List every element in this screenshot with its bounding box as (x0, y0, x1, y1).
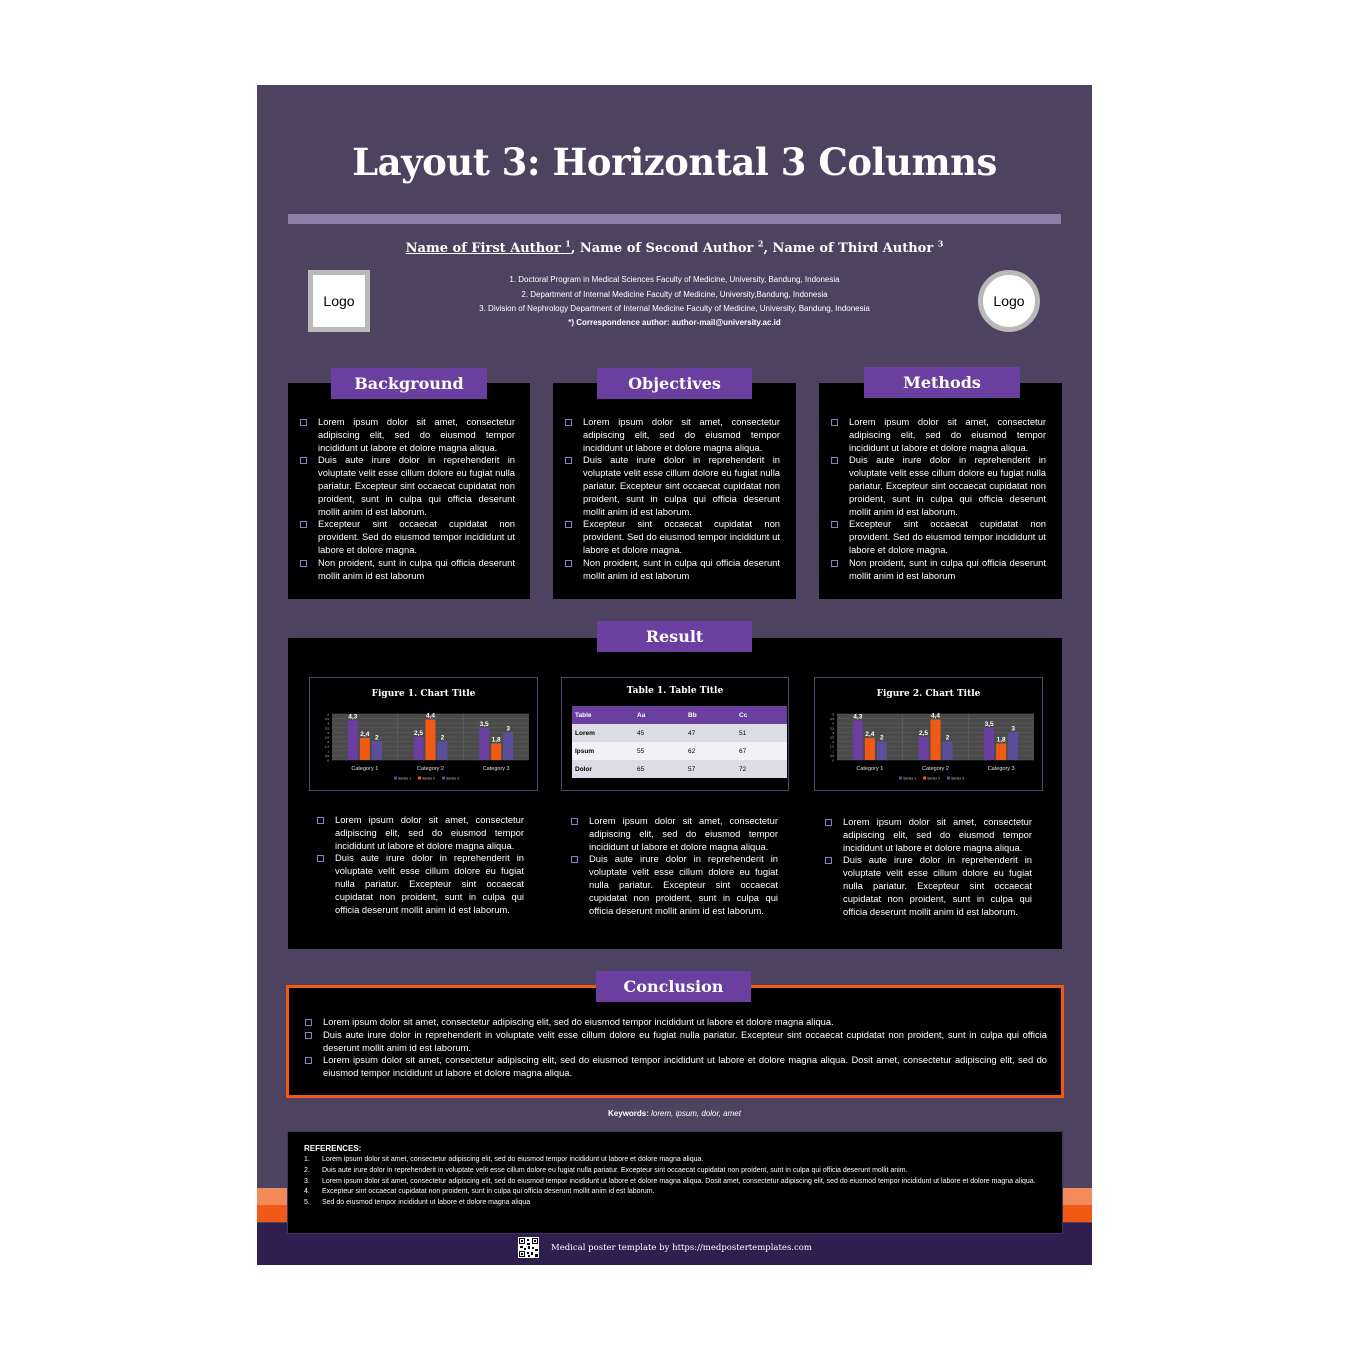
table-header-row (572, 706, 787, 724)
bar (877, 742, 887, 760)
figure-1-title: Figure 1. Chart Title (371, 689, 476, 699)
list-item: Duis aute irure dolor in reprehenderit in voluptate velit esse cillum dolore eu fugiat nulla pariatur. Excepteur sint occaecat cupidatat non proident, sunt in culpa qui officia deserunt mollit anim id est laborum. (825, 854, 1032, 918)
data-label: 1,8 (491, 736, 501, 744)
background-heading: Background (331, 368, 487, 399)
logo-right: Logo (978, 270, 1040, 332)
y-tick-label: 3 (327, 730, 329, 735)
data-label: 3,5 (479, 720, 489, 728)
bar (479, 728, 489, 760)
result-list-1 (317, 814, 524, 916)
data-label: 2 (440, 734, 445, 742)
table-1-frame (561, 677, 789, 791)
result-panel (288, 638, 1062, 949)
methods-list (831, 416, 1046, 582)
list-item: Lorem ipsum dolor sit amet, consectetur adipiscing elit, sed do eiusmod tempor incididunt ut labore et dolore magna aliqua. (565, 416, 780, 454)
legend-label: Series 2 (422, 776, 436, 781)
category-label: Category 3 (482, 766, 510, 772)
list-item: Lorem ipsum dolor sit amet, consectetur adipiscing elit, sed do eiusmod tempor incididunt ut labore et dolore magna aliqua. (831, 416, 1046, 454)
bar (438, 742, 448, 760)
third-author: , Name of Third Author $^3$ (763, 239, 944, 257)
keywords: Keywords: lorem, ipsum, dolor, amet (608, 1109, 741, 1118)
table-cell: 51 (736, 724, 787, 742)
bar (348, 720, 358, 760)
table-row (572, 724, 787, 742)
list-item: Lorem ipsum dolor sit amet, consectetur adipiscing elit, sed do eiusmod tempor incididunt ut labore et dolore magna aliqua. (571, 815, 778, 853)
correspondence: *) Correspondence author: author-mail@university.ac.id (568, 318, 781, 327)
list-item: Duis aute irure dolor in reprehenderit in voluptate velit esse cillum dolore eu fugiat nulla pariatur. Excepteur sint occaecat cupidatat non proident, sunt in culpa qui officia deserunt mollit anim id est laborum. (300, 454, 515, 518)
legend-label: Series 1 (903, 776, 917, 781)
list-item: Lorem ipsum dolor sit amet, consectetur adipiscing elit, sed do eiusmod tempor incididunt ut labore et dolore magna aliqua. Dosit amet, consectetur adipiscing elit, sed do eiusmod tempor incididunt ut labore et dolore magna aliqua. (305, 1054, 1047, 1080)
result-heading: Result (597, 621, 752, 652)
list-item: Duis aute irure dolor in reprehenderit in voluptate velit esse cillum dolore eu fugiat nulla pariatur. Excepteur sint occaecat cupidatat non proident, sunt in culpa qui officia deserunt mollit anim id est laborum. (317, 852, 524, 916)
list-item: Excepteur sint occaecat cupidatat non provident. Sed do eiusmod tempor incididunt ut labore et dolore magna. (300, 518, 515, 556)
table-header-cell: Table (572, 706, 634, 724)
y-tick-label: 4,5 (829, 717, 834, 722)
reference-item: 1. Lorem ipsum dolor sit amet, consectetur adipiscing elit, sed do eiusmod tempor incididunt ut labore et dolore magna aliqua. (304, 1156, 704, 1163)
conclusion-heading: Conclusion (596, 971, 751, 1002)
bar (503, 732, 513, 760)
list-item: Non proident, sunt in culpa qui officia deserunt mollit anim id est laborum (300, 557, 515, 583)
y-tick-label: 1,5 (324, 744, 329, 749)
table-cell: 55 (634, 742, 685, 760)
list-item: Excepteur sint occaecat cupidatat non provident. Sed do eiusmod tempor incididunt ut labore et dolore magna. (565, 518, 780, 556)
list-item: Lorem ipsum dolor sit amet, consectetur adipiscing elit, sed do eiusmod tempor incididunt ut labore et dolore magna aliqua. (300, 416, 515, 454)
table-cell: 72 (736, 760, 787, 778)
legend-label: Series 1 (398, 776, 412, 781)
table-cell: Lorem (572, 724, 634, 742)
data-label: 3 (1011, 725, 1015, 733)
reference-item: 4. Excepteur sint occaecat cupidatat non proident, sunt in culpa qui officia deserunt mollit anim id est laborum. (304, 1188, 655, 1196)
list-item: Duis aute irure dolor in reprehenderit in voluptate velit esse cillum dolore eu fugiat nulla pariatur. Excepteur sint occaecat cupidatat non proident, sunt in culpa qui officia deserunt mollit anim id est laborum. (305, 1029, 1047, 1055)
y-tick-label: 3,5 (324, 726, 329, 731)
reference-item: 2. Duis aute irure dolor in reprehenderit in voluptate velit esse cillum dolore eu fugiat nulla pariatur. Excepteur sint occaecat cupidatat non proident, sunt in culpa qui officia deserunt mollit anim. (304, 1166, 908, 1174)
background-list (300, 416, 515, 582)
references-panel (287, 1131, 1063, 1234)
list-item: Non proident, sunt in culpa qui officia deserunt mollit anim id est laborum (565, 557, 780, 583)
data-label: 4,3 (348, 713, 358, 721)
data-label: 4,4 (930, 712, 941, 720)
figure-2-title: Figure 2. Chart Title (876, 689, 981, 699)
y-tick-label: 2 (832, 740, 834, 745)
data-label: 2,5 (413, 730, 424, 737)
bar (853, 720, 863, 760)
objectives-heading: Objectives (597, 368, 752, 399)
table-cell: Ipsum (572, 742, 634, 760)
figure-2-chart (815, 678, 1042, 790)
bar (372, 742, 382, 760)
data-label: 2 (945, 734, 950, 742)
list-item: Lorem ipsum dolor sit amet, consectetur adipiscing elit, sed do eiusmod tempor incididunt ut labore et dolore magna aliqua. (305, 1016, 1047, 1029)
objectives-list (565, 416, 780, 582)
y-tick-label: 5 (832, 712, 834, 717)
y-tick-label: 4 (327, 721, 329, 726)
bar (426, 720, 436, 760)
data-label: 2,5 (918, 730, 929, 737)
bar (919, 737, 929, 760)
reference-item: 3. Lorem ipsum dolor sit amet, consectetur adipiscing elit, sed do eiusmod tempor incididunt ut labore et dolore magna aliqua. Dosit amet, consectetur adipiscing elit, sed do eiusmod tempor incididunt ut labore et dolore magna aliqua. (304, 1177, 1036, 1185)
affiliations (257, 273, 1092, 317)
table-cell: 65 (634, 760, 685, 778)
data-label: 3 (506, 725, 510, 733)
legend-swatch (394, 777, 397, 780)
y-tick-label: 2 (327, 740, 329, 745)
second-author: , Name of Second Author $^2$ (570, 239, 764, 257)
legend-swatch (442, 777, 445, 780)
bar (491, 743, 501, 760)
legend-swatch (899, 777, 902, 780)
table-header-cell: Bb (685, 706, 736, 724)
table-row (572, 760, 787, 778)
table-cell: 62 (685, 742, 736, 760)
category-label: Category 2 (922, 766, 949, 772)
data-label: 2,4 (360, 730, 370, 738)
first-author: Name of First Author $^1$ (405, 239, 571, 257)
table-1 (572, 706, 787, 778)
y-tick-label: 0 (327, 758, 329, 763)
qr-code-icon (518, 1237, 539, 1258)
figure-1-chart (310, 678, 537, 790)
conclusion-list (305, 1016, 1047, 1080)
title-divider (288, 214, 1061, 224)
category-label: Category 1 (856, 766, 884, 772)
y-tick-label: 4,5 (324, 717, 329, 722)
y-tick-label: 0 (832, 758, 834, 763)
y-tick-label: 0,5 (324, 753, 329, 758)
bar (865, 738, 875, 760)
data-label: 3,5 (984, 720, 994, 728)
bar (996, 743, 1006, 760)
y-tick-label: 0,5 (829, 753, 834, 758)
bar (931, 720, 941, 760)
poster-title: Layout 3: Horizontal 3 Columns (352, 140, 997, 184)
legend-swatch (418, 777, 421, 780)
list-item: Duis aute irure dolor in reprehenderit in voluptate velit esse cillum dolore eu fugiat nulla pariatur. Excepteur sint occaecat cupidatat non proident, sunt in culpa qui officia deserunt mollit anim id est laborum. (565, 454, 780, 518)
table-cell: 57 (685, 760, 736, 778)
data-label: 1,8 (996, 736, 1006, 744)
table-cell: 67 (736, 742, 787, 760)
data-label: 2 (375, 734, 379, 742)
result-list-3 (825, 816, 1032, 918)
list-item: Duis aute irure dolor in reprehenderit in voluptate velit esse cillum dolore eu fugiat nulla pariatur. Excepteur sint occaecat cupidatat non proident, sunt in culpa qui officia deserunt mollit anim id est laborum. (571, 853, 778, 917)
affiliation-2: 2. Department of Internal Medicine Faculty of Medicine, University,Bandung, Indonesia (521, 289, 828, 299)
y-tick-label: 1,5 (829, 744, 834, 749)
data-label: 4,4 (425, 712, 436, 720)
figure-1 (309, 677, 538, 791)
list-item: Excepteur sint occaecat cupidatat non provident. Sed do eiusmod tempor incididunt ut labore et dolore magna. (831, 518, 1046, 556)
affiliation-3: 3. Division of Nephrology Department of Internal Medicine Faculty of Medicine, University, Bandung, Indonesia (479, 304, 870, 313)
list-item: Non proident, sunt in culpa qui officia deserunt mollit anim id est laborum (831, 557, 1046, 583)
y-tick-label: 3,5 (829, 726, 834, 731)
objectives-panel (553, 383, 796, 599)
poster (257, 85, 1092, 1265)
category-label: Category 1 (351, 766, 379, 772)
result-list-2 (571, 815, 778, 917)
figure-2 (814, 677, 1043, 791)
table-cell: 47 (685, 724, 736, 742)
table-row (572, 742, 787, 760)
references-list (304, 1155, 1046, 1209)
logo-left: Logo (308, 270, 370, 332)
bar (1008, 732, 1018, 760)
affiliation-1: 1. Doctoral Program in Medical Sciences Faculty of Medicine, University, Bandung, Indonesia (509, 275, 840, 284)
bar (414, 737, 424, 760)
table-header-cell: Aa (634, 706, 685, 724)
references-title: REFERENCES: (304, 1144, 362, 1153)
y-tick-label: 2,5 (324, 735, 329, 740)
y-tick-label: 5 (327, 712, 329, 717)
legend-swatch (947, 777, 950, 780)
methods-panel (819, 383, 1062, 599)
methods-heading: Methods (864, 367, 1020, 398)
y-tick-label: 2,5 (829, 735, 834, 740)
list-item: Lorem ipsum dolor sit amet, consectetur adipiscing elit, sed do eiusmod tempor incididunt ut labore et dolore magna aliqua. (317, 814, 524, 852)
y-tick-label: 1 (327, 749, 329, 754)
bar (984, 728, 994, 760)
data-label: 4,3 (853, 713, 863, 721)
category-label: Category 2 (417, 766, 444, 772)
table-header-cell: Cc (736, 706, 787, 724)
table-cell: Dolor (572, 760, 634, 778)
background-panel (288, 383, 530, 599)
legend-label: Series 2 (927, 776, 941, 781)
table-cell: 45 (634, 724, 685, 742)
footer-credit: Medical poster template by https://medpostertemplates.com (551, 1243, 812, 1253)
data-label: 2,4 (865, 730, 875, 738)
category-label: Category 3 (987, 766, 1015, 772)
legend-label: Series 3 (951, 776, 965, 781)
authors-line (257, 239, 1092, 256)
legend-label: Series 3 (446, 776, 460, 781)
legend-swatch (923, 777, 926, 780)
y-tick-label: 3 (832, 730, 834, 735)
y-tick-label: 1 (832, 749, 834, 754)
bar (943, 742, 953, 760)
reference-item: 5. Sed do eiusmod tempor incididunt ut labore et dolore magna aliqua (304, 1199, 531, 1207)
list-item: Duis aute irure dolor in reprehenderit in voluptate velit esse cillum dolore eu fugiat nulla pariatur. Excepteur sint occaecat cupidatat non proident, sunt in culpa qui officia deserunt mollit anim id est laborum. (831, 454, 1046, 518)
bar (360, 738, 370, 760)
list-item: Lorem ipsum dolor sit amet, consectetur adipiscing elit, sed do eiusmod tempor incididunt ut labore et dolore magna aliqua. (825, 816, 1032, 854)
y-tick-label: 4 (832, 721, 834, 726)
data-label: 2 (880, 734, 884, 742)
table-1-title: Table 1. Table Title (626, 686, 724, 696)
